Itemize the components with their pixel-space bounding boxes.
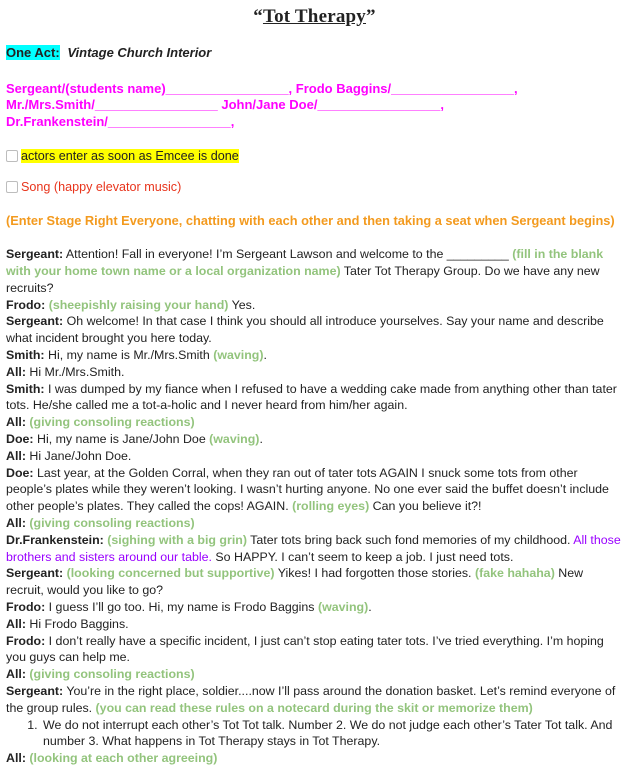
dialogue-line — [6, 364, 623, 381]
document-title: “Tot Therapy” — [253, 6, 376, 27]
dialogue-line — [6, 347, 623, 364]
dialogue-text: Oh welcome! In that case I think you should all introduce yourselves. Say your name and describe what incident brought you here today. — [6, 314, 604, 346]
stage-note: (sighing with a big grin) — [107, 532, 247, 547]
dialogue-line — [6, 448, 623, 465]
dialogue-text: Tater Tot Therapy Group. Do we have any new recruits? — [6, 263, 600, 295]
stage-note: (rolling eyes) — [292, 499, 370, 514]
dialogue-lines-after — [6, 750, 623, 767]
dialogue-text: . — [368, 599, 372, 614]
dialogue-text: You’re in the right place, soldier....now I’ll pass around the donation basket. Let’s remind everyone of the group rules. — [6, 683, 616, 715]
speaker-name: All: — [6, 415, 26, 430]
dialogue-text: Yes. — [228, 297, 256, 312]
checklist-item-song — [6, 180, 623, 194]
rule-item: 1. We do not interrupt each other’s Tot Tot talk. Number 2. We do not judge each other’s Tater Tot talk. And number 3. What happens in Tot Therapy stays in Tot Therapy. — [41, 717, 623, 751]
speaker-name: All: — [6, 751, 26, 766]
speaker-name: Frodo: — [6, 297, 46, 312]
stage-note: (giving consoling reactions) — [29, 515, 195, 530]
stage-note: (looking at each other agreeing) — [29, 751, 218, 766]
stage-note: (waving) — [213, 347, 264, 362]
dialogue-line — [6, 465, 623, 515]
speaker-name: All: — [6, 364, 26, 379]
cast-list — [6, 81, 623, 130]
stage-note: (giving consoling reactions) — [29, 415, 195, 430]
cast-line: Mr./Mrs.Smith/_________________ John/Jane Doe/_________________, — [6, 97, 444, 113]
speaker-name: Sergeant: — [6, 683, 64, 698]
stage-note: (looking concerned but supportive) — [66, 566, 275, 581]
dialogue-text: Hi Mr./Mrs.Smith. — [25, 364, 125, 379]
speaker-name: All: — [6, 667, 26, 682]
checklist-text: Song (happy elevator music) — [21, 179, 182, 194]
dialogue-line — [6, 246, 623, 296]
dialogue-line — [6, 313, 623, 347]
checkbox[interactable] — [6, 181, 18, 193]
dialogue-text: I don’t really have a specific incident, I just can’t stop eating tater tots. I’ve tried everything. I’m hoping you guys can help me. — [6, 633, 604, 665]
speaker-name: Dr.Frankenstein: — [6, 532, 104, 547]
dialogue-line — [6, 565, 623, 599]
stage-note: (you can read these rules on a notecard during the skit or memorize them) — [95, 700, 533, 715]
speaker-name: Sergeant: — [6, 247, 64, 262]
dialogue-line — [6, 616, 623, 633]
dialogue-text: I was dumped by my fiance when I refused to have a wedding cake made from anything other than tater tots. He/she called me a tot-a-holic and I never heard from him/her again. — [6, 381, 617, 413]
dialogue-text: Attention! Fall in everyone! I’m Sergeant Lawson and welcome to the _________ — [63, 247, 513, 262]
dialogue-text: Tater tots bring back such fond memories of my childhood. — [246, 532, 574, 547]
one-act-line — [6, 45, 623, 60]
speaker-name: All: — [6, 616, 26, 631]
speaker-name: Doe: — [6, 431, 34, 446]
dialogue-line — [6, 633, 623, 667]
speaker-name: Sergeant: — [6, 566, 64, 581]
speaker-name: Sergeant: — [6, 314, 64, 329]
dialogue-line — [6, 515, 623, 532]
dialogue-text: Can you believe it?! — [369, 499, 482, 514]
dialogue-line — [6, 532, 623, 566]
stage-note: (waving) — [317, 599, 369, 614]
checklist-item-actors-enter — [6, 149, 623, 163]
setting-text: Vintage Church Interior — [67, 45, 212, 60]
dialogue-text: . — [259, 431, 263, 446]
dialogue-text: Yikes! I had forgotten those stories. — [274, 566, 475, 581]
cast-line: Dr.Frankenstein/_________________, — [6, 113, 235, 129]
checkbox[interactable] — [6, 150, 18, 162]
dialogue-text: Hi Frodo Baggins. — [25, 616, 129, 631]
stage-note: (sheepishly raising your hand) — [48, 297, 229, 312]
dialogue-text: I guess I’ll go too. Hi, my name is Frodo Baggins — [45, 599, 318, 614]
speaker-name: Doe: — [6, 465, 34, 480]
highlighted-line: All those brothers and sisters around our table. — [6, 532, 621, 564]
dialogue-line — [6, 666, 623, 683]
title-text: Tot Therapy — [262, 6, 367, 27]
stage-note: (fill in the blank with your home town name or a local organization name) — [6, 247, 604, 278]
script-body — [6, 246, 623, 767]
stage-note: (giving consoling reactions) — [29, 667, 195, 682]
dialogue-text: Hi, my name is Mr./Mrs.Smith — [44, 347, 214, 362]
dialogue-text: Hi, my name is Jane/John Doe — [33, 431, 210, 446]
speaker-name: All: — [6, 448, 26, 463]
cast-line: Sergeant/(students name)_________________, Frodo Baggins/_________________, — [6, 81, 518, 96]
dialogue-text: New recruit, would you like to go? — [6, 566, 584, 598]
dialogue-text: . — [263, 347, 267, 362]
speaker-name: All: — [6, 515, 26, 530]
dialogue-lines — [6, 246, 623, 716]
dialogue-line — [6, 683, 623, 717]
dialogue-line — [6, 599, 623, 616]
stage-direction: (Enter Stage Right Everyone, chatting with each other and then taking a seat when Sergeant begins) — [6, 212, 615, 228]
speaker-name: Frodo: — [6, 633, 46, 648]
dialogue-line — [6, 297, 623, 314]
group-rules-list — [6, 717, 623, 751]
dialogue-text: Hi Jane/John Doe. — [25, 448, 132, 463]
dialogue-line — [6, 750, 623, 767]
speaker-name: Smith: — [6, 381, 45, 396]
stage-note: (fake hahaha) — [474, 566, 555, 581]
stage-note: (waving) — [209, 431, 260, 446]
dialogue-line — [6, 381, 623, 415]
dialogue-text: So HAPPY. I can’t seem to keep a job. I just need tots. — [211, 549, 514, 564]
speaker-name: Smith: — [6, 347, 45, 362]
dialogue-line — [6, 414, 623, 431]
dialogue-line — [6, 431, 623, 448]
checklist-text: actors enter as soon as Emcee is done — [21, 148, 239, 163]
dialogue-text: Last year, at the Golden Corral, when they ran out of tater tots AGAIN I snuck some tots from other people’s plates while they weren’t looking. I wasn’t hurting anyone. No one ever said the buffet doesn’t include other people’s plates. They called the cops! AGAIN. — [6, 465, 609, 514]
speaker-name: Frodo: — [6, 599, 46, 614]
one-act-label: One Act: — [6, 45, 60, 60]
